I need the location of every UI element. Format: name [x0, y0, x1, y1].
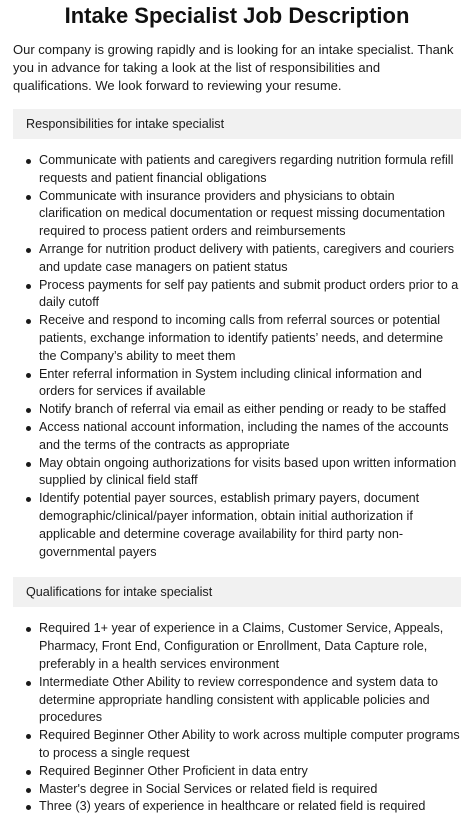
- intro-paragraph: Our company is growing rapidly and is looking for an intake specialist. Thank you in advance for taking a look at the list of responsibilities and qualifications. We look forward to reviewing your resume.: [13, 42, 454, 93]
- qualifications-list: [13, 620, 461, 816]
- list-item: Intermediate Other Ability to review correspondence and system data to determine appropriate handling consistent with applicable policies and procedures: [39, 674, 461, 727]
- responsibilities-header: Responsibilities for intake specialist: [13, 109, 461, 139]
- list-item: Required 1+ year of experience in a Claims, Customer Service, Appeals, Pharmacy, Front End, Configuration or Enrollment, Data Capture role, preferably in a health services environment: [39, 620, 461, 673]
- list-item: Receive and respond to incoming calls from referral sources or potential patients, exchange information to identify patients’ needs, and determine the Company’s ability to meet them: [39, 312, 461, 365]
- list-item: Communicate with insurance providers and physicians to obtain clarification on medical documentation or request missing documentation required to process patient orders and reimbursements: [39, 188, 461, 241]
- list-item: Required Beginner Other Proficient in data entry: [39, 763, 461, 781]
- list-item: Required Beginner Other Ability to work across multiple computer programs to process a single request: [39, 727, 461, 763]
- list-item: Notify branch of referral via email as either pending or ready to be staffed: [39, 401, 461, 419]
- page-title: Intake Specialist Job Description: [64, 3, 410, 28]
- list-item: Arrange for nutrition product delivery with patients, caregivers and couriers and update case managers on patient status: [39, 241, 461, 277]
- list-item: Master's degree in Social Services or related field is required: [39, 781, 461, 799]
- list-item: May obtain ongoing authorizations for visits based upon written information supplied by clinical field staff: [39, 455, 461, 491]
- list-item: Process payments for self pay patients and submit product orders prior to a daily cutoff: [39, 277, 461, 313]
- list-item: Identify potential payer sources, establish primary payers, document demographic/clinical/payer information, obtain initial authorization if applicable and determine coverage availability for third party non-governmental payers: [39, 490, 461, 561]
- responsibilities-list: [13, 152, 461, 561]
- list-item: Communicate with patients and caregivers regarding nutrition formula refill requests and patient financial obligations: [39, 152, 461, 188]
- list-item: Access national account information, including the names of the accounts and the terms of the contracts as appropriate: [39, 419, 461, 455]
- list-item: Enter referral information in System including clinical information and orders for services if available: [39, 366, 461, 402]
- list-item: Three (3) years of experience in healthcare or related field is required: [39, 798, 461, 816]
- qualifications-header: Qualifications for intake specialist: [13, 577, 461, 607]
